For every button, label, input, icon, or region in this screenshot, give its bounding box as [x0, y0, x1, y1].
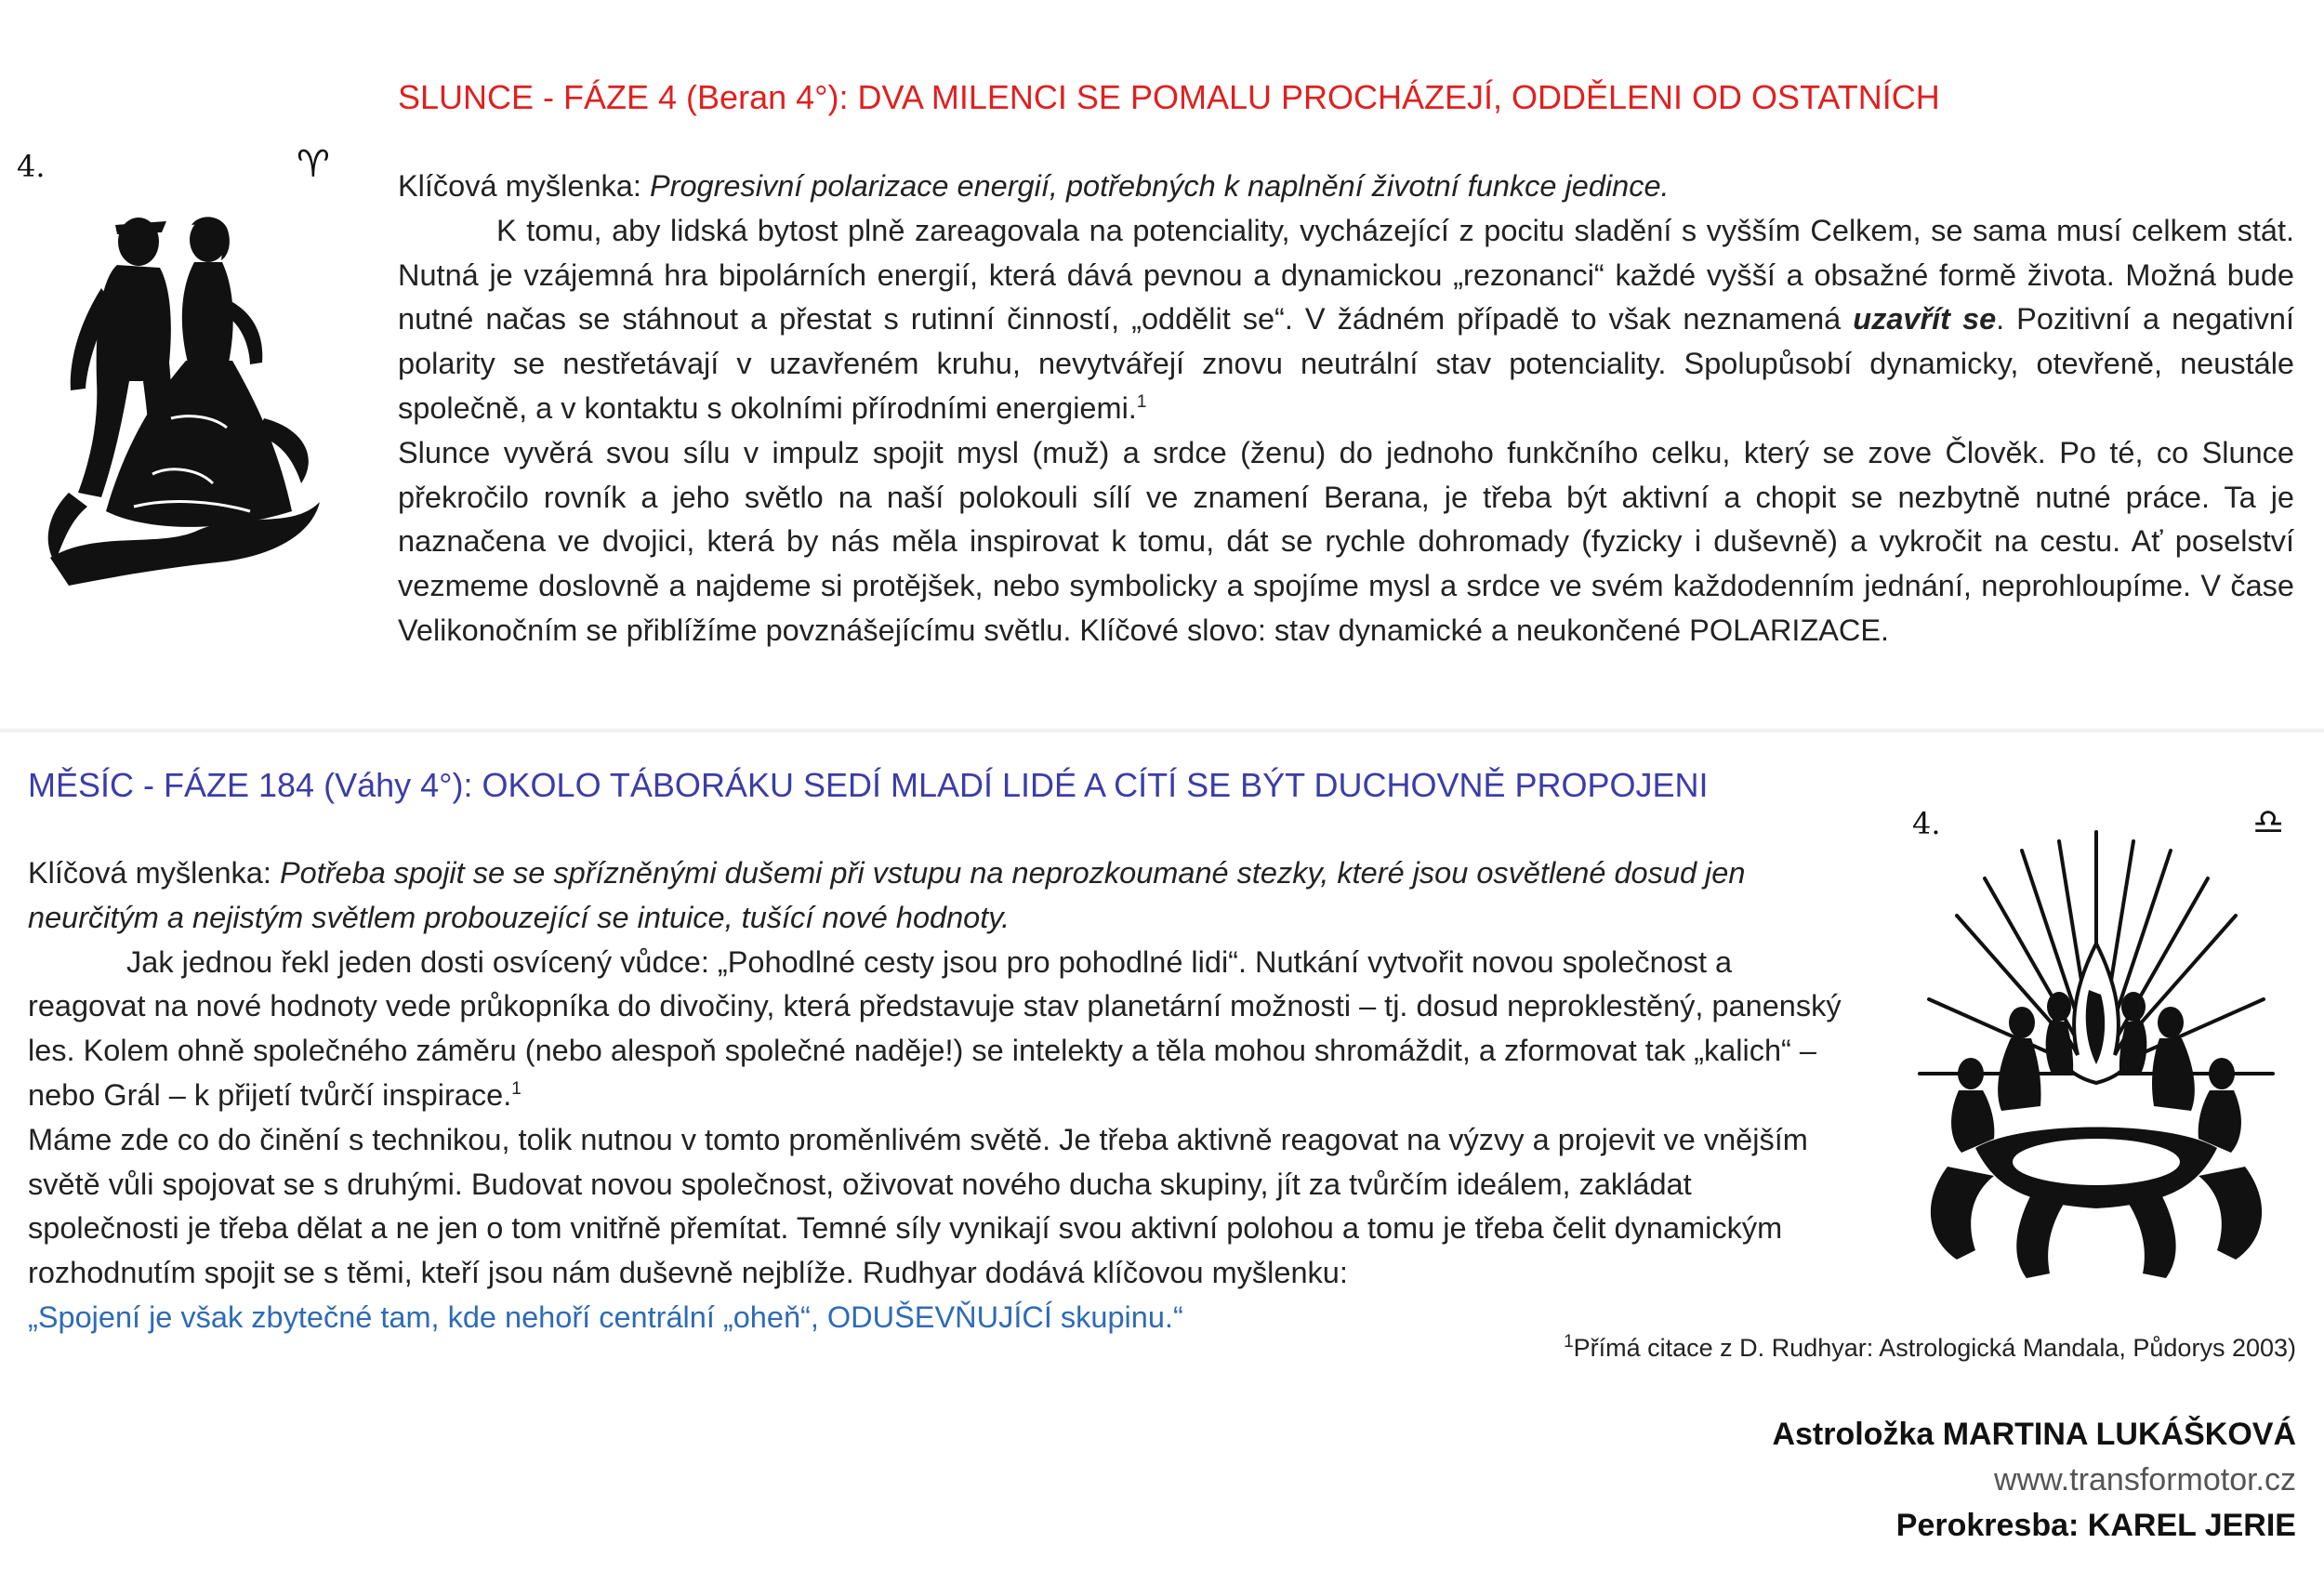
- key-thought-label: Klíčová myšlenka:: [28, 856, 280, 890]
- aries-icon: ♈: [297, 143, 330, 186]
- moon-phase-title: MĚSÍC - FÁZE 184 (Váhy 4°): OKOLO TÁBORÁKU SEDÍ MLADÍ LIDÉ A CÍTÍ SE BÝT DUCHOVNĚ PROPOJENI: [28, 766, 1709, 804]
- footnote-text: Přímá citace z D. Rudhyar: Astrologická Mandala, Půdorys 2003): [1573, 1334, 2296, 1362]
- footnote-ref: 1: [511, 1079, 522, 1100]
- libra-icon: ♎: [2252, 801, 2285, 842]
- sketch-number: 4.: [1912, 806, 1941, 841]
- footnote: [1564, 1334, 2296, 1363]
- footnote-ref: 1: [1136, 392, 1147, 413]
- sun-paragraph-2: Slunce vyvěrá svou sílu v impulz spojit mysl (muž) a srdce (ženu) do jednoho funkčního celku, který se zove Člověk. Po té, co Slunce překročilo rovník a jeho světlo na naší polokouli sílí ve znamení Berana, je třeba být aktivní a chopit se nezbytně nutné práce. Ta je naznačena ve dvojici, která by nás měla inspirovat k tomu, dát se rychle dohromady (fyzicky i duševně) a vykročit na cestu. Ať poselství vezmeme doslovně a najdeme si protějšek, nebo symbolicky a spojíme mysl a srdce ve svém každodenním jednání, neprohloupíme. V čase Velikonočním se přiblížíme povznášejícímu světlu. Klíčové slovo: stav dynamické a neukončené POLARIZACE.: [398, 435, 2294, 647]
- sun-phase-title: SLUNCE - FÁZE 4 (Beran 4°): DVA MILENCI SE POMALU PROCHÁZEJÍ, ODDĚLENI OD OSTATNÍCH: [398, 78, 1940, 116]
- author-name: MARTINA LUKÁŠKOVÁ: [1942, 1417, 2296, 1452]
- artist-credit: Perokresba: KAREL JERIE: [1895, 1508, 2296, 1543]
- sun-key-thought: [398, 165, 2294, 209]
- lovers-sketch: [13, 139, 338, 623]
- key-thought-label: Klíčová myšlenka:: [398, 169, 650, 203]
- moon-paragraph-1: Jak jednou řekl jeden dosti osvícený vůdce: „Pohodlné cesty jsou pro pohodlné lidi“. Nutkání vytvořit novou společnost a reagovat na nové hodnoty vede průkopníka do divočiny, která představuje stav planetární možnosti – tj. dosud neproklestěný, panenský les. Kolem ohně společného záměru (nebo alespoň společné naděje!) se intelekty a těla mohou shromáždit, a zformovat tak „kalich“ – nebo Grál – k přijetí tvůrčí inspirace.$^1$: [28, 944, 1842, 1112]
- moon-paragraph-2: Máme zde co do činění s technikou, tolik nutnou v tomto proměnlivém světě. Je třeba aktivně reagovat na výzvy a projevit ve vnějším světě vůli spojovat se s druhými. Budovat novou společnost, oživovat nového ducha skupiny, jít za tvůrčím ideálem, zakládat společnosti je třeba dělat a ne jen o tom vnitřně přemítat. Temné síly vynikají svou aktivní polohou a tomu je třeba čelit dynamickým rozhodnutím spojit se s těmi, kteří jsou nám duševně nejblíže. Rudhyar dodává klíčovou myšlenku:: [28, 1122, 1808, 1290]
- moon-phase-body: [28, 851, 1850, 1340]
- moon-key-thought: [28, 851, 1850, 941]
- emphasis-text: uzavřít se: [1853, 302, 1997, 336]
- section-divider: [0, 729, 2324, 732]
- sun-phase-body: [398, 165, 2294, 653]
- rudhyar-quote: „Spojení je však zbytečné tam, kde nehoří centrální „oheň“, ODUŠEVŇUJÍCÍ skupinu.“: [28, 1300, 1183, 1334]
- key-thought-text: Progresivní polarizace energií, potřebných k naplnění životní funkce jedince.: [649, 169, 1670, 203]
- sketch-number: 4.: [17, 149, 46, 184]
- campfire-sketch: [1892, 795, 2301, 1287]
- website-link[interactable]: www.transformotor.cz: [1994, 1462, 2296, 1497]
- sun-paragraph-1: K tomu, aby lidská bytost plně zareagovala na potenciality, vycházející z pocitu sladění s vyšším Celkem, se sama musí celkem stát. Nutná je vzájemná hra bipolárních energií, která dává pevnou a dynamickou „rezonanci“ každé vyšší a obsažné formě života. Možná bude nutné načas se stáhnout a přestat s rutinní činností, „oddělit se“. V žádném případě to však neznamená uzavřít se. Pozitivní a negativní polarity se nestřetávají v uzavřeném kruhu, nevytvářejí znovu neutrální stav potenciality. Spolupůsobí dynamicky, otevřeně, neustále společně, a v kontaktu s okolními přírodními energiemi.$^1$: [398, 213, 2294, 425]
- key-thought-text: Potřeba spojit se se spřízněnými dušemi při vstupu na neprozkoumané stezky, které jsou osvětlené dosud jen neurčitým a nejistým světlem probouzející se intuice, tušící nové hodnoty.: [28, 856, 1746, 934]
- footnote-marker: 1: [1564, 1332, 1574, 1352]
- author-credit: Astroložka MARTINA LUKÁŠKOVÁ: [1772, 1417, 2296, 1452]
- artist-name: KAREL JERIE: [2087, 1508, 2296, 1543]
